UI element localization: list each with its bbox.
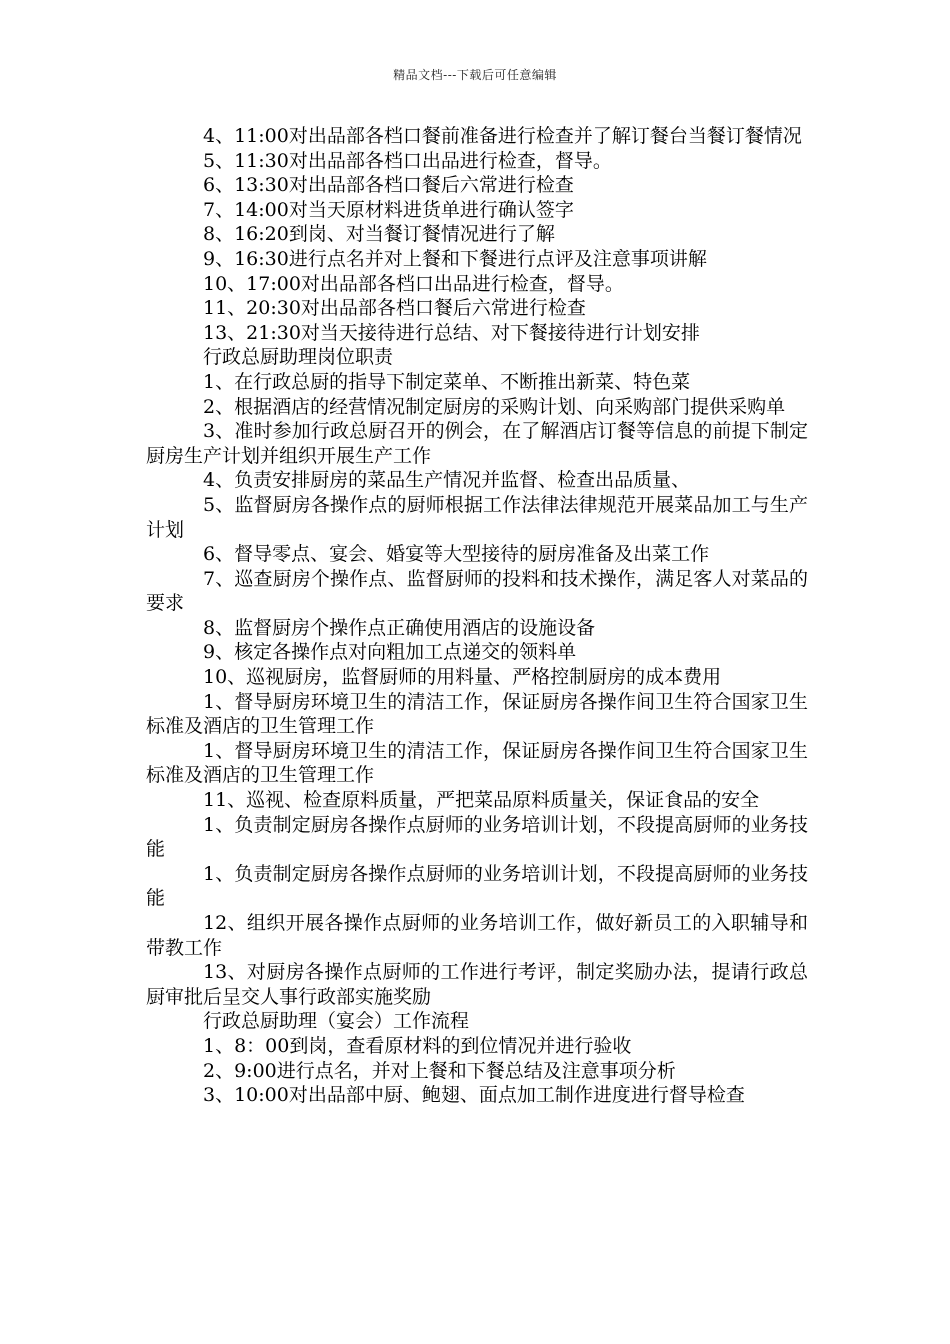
paragraph: 3、10:00对出品部中厨、鲍翅、面点加工制作进度进行督导检查 xyxy=(203,1084,745,1107)
paragraph: 1、在行政总厨的指导下制定菜单、不断推出新菜、特色菜 xyxy=(203,370,691,393)
paragraph: 9、核定各操作点对向粗加工点递交的领料单 xyxy=(203,641,577,664)
paragraph: 2、9:00进行点名，并对上餐和下餐总结及注意事项分析 xyxy=(203,1059,676,1082)
paragraph: 1、负责制定厨房各操作点厨师的业务培训计划，不段提高厨师的业务技能 xyxy=(146,862,808,910)
paragraph: 2、根据酒店的经营情况制定厨房的采购计划、向采购部门提供采购单 xyxy=(203,395,786,418)
paragraph: 8、监督厨房个操作点正确使用酒店的设施设备 xyxy=(203,616,596,639)
paragraph: 10、巡视厨房，监督厨师的用料量、严格控制厨房的成本费用 xyxy=(203,666,722,689)
paragraph: 7、巡查厨房个操作点、监督厨师的投料和技术操作，满足客人对菜品的要求 xyxy=(146,567,808,615)
paragraph: 12、组织开展各操作点厨师的业务培训工作，做好新员工的入职辅导和带教工作 xyxy=(146,912,808,959)
paragraph: 3、准时参加行政总厨召开的例会，在了解酒店订餐等信息的前提下制定厨房生产计划并组织开展生产工作 xyxy=(146,420,808,467)
paragraph: 9、16:30进行点名并对上餐和下餐进行点评及注意事项讲解 xyxy=(203,247,707,270)
paragraph: 13、对厨房各操作点厨师的工作进行考评，制定奖励办法，提请行政总厨审批后呈交人事行政部实施奖励 xyxy=(146,961,808,1008)
paragraph: 7、14:00对当天原材料进货单进行确认签字 xyxy=(203,198,574,221)
paragraph: 1、8：00到岗，查看原材料的到位情况并进行验收 xyxy=(203,1034,632,1057)
section-heading: 行政总厨助理（宴会）工作流程 xyxy=(203,1010,470,1033)
paragraph: 4、负责安排厨房的菜品生产情况并监督、检查出品质量、 xyxy=(203,469,691,492)
page-header: 精品文档---下载后可任意编辑 xyxy=(393,68,557,82)
paragraph: 5、监督厨房各操作点的厨师根据工作法律法律规范开展菜品加工与生产计划 xyxy=(146,493,808,541)
paragraph: 13、21:30对当天接待进行总结、对下餐接待进行计划安排 xyxy=(203,321,700,344)
paragraph: 1、督导厨房环境卫生的清洁工作，保证厨房各操作间卫生符合国家卫生标准及酒店的卫生管理工作 xyxy=(146,690,808,738)
section-heading: 行政总厨助理岗位职责 xyxy=(203,346,394,369)
paragraph: 1、负责制定厨房各操作点厨师的业务培训计划，不段提高厨师的业务技能 xyxy=(146,813,808,861)
paragraph: 6、13:30对出品部各档口餐后六常进行检查 xyxy=(203,174,574,197)
paragraph: 8、16:20到岗、对当餐订餐情况进行了解 xyxy=(203,223,555,246)
paragraph: 11、20:30对出品部各档口餐后六常进行检查 xyxy=(203,297,586,320)
paragraph: 5、11:30对出品部各档口出品进行检查，督导。 xyxy=(203,149,612,172)
paragraph: 6、督导零点、宴会、婚宴等大型接待的厨房准备及出菜工作 xyxy=(203,543,710,566)
paragraph: 11、巡视、检查原料质量，严把菜品原料质量关，保证食品的安全 xyxy=(203,789,760,812)
paragraph: 1、督导厨房环境卫生的清洁工作，保证厨房各操作间卫生符合国家卫生标准及酒店的卫生管理工作 xyxy=(146,739,808,787)
document-body xyxy=(146,124,808,1108)
paragraph: 10、17:00对出品部各档口出品进行检查，督导。 xyxy=(203,272,624,295)
paragraph: 4、11:00对出品部各档口餐前准备进行检查并了解订餐台当餐订餐情况 xyxy=(203,125,802,147)
